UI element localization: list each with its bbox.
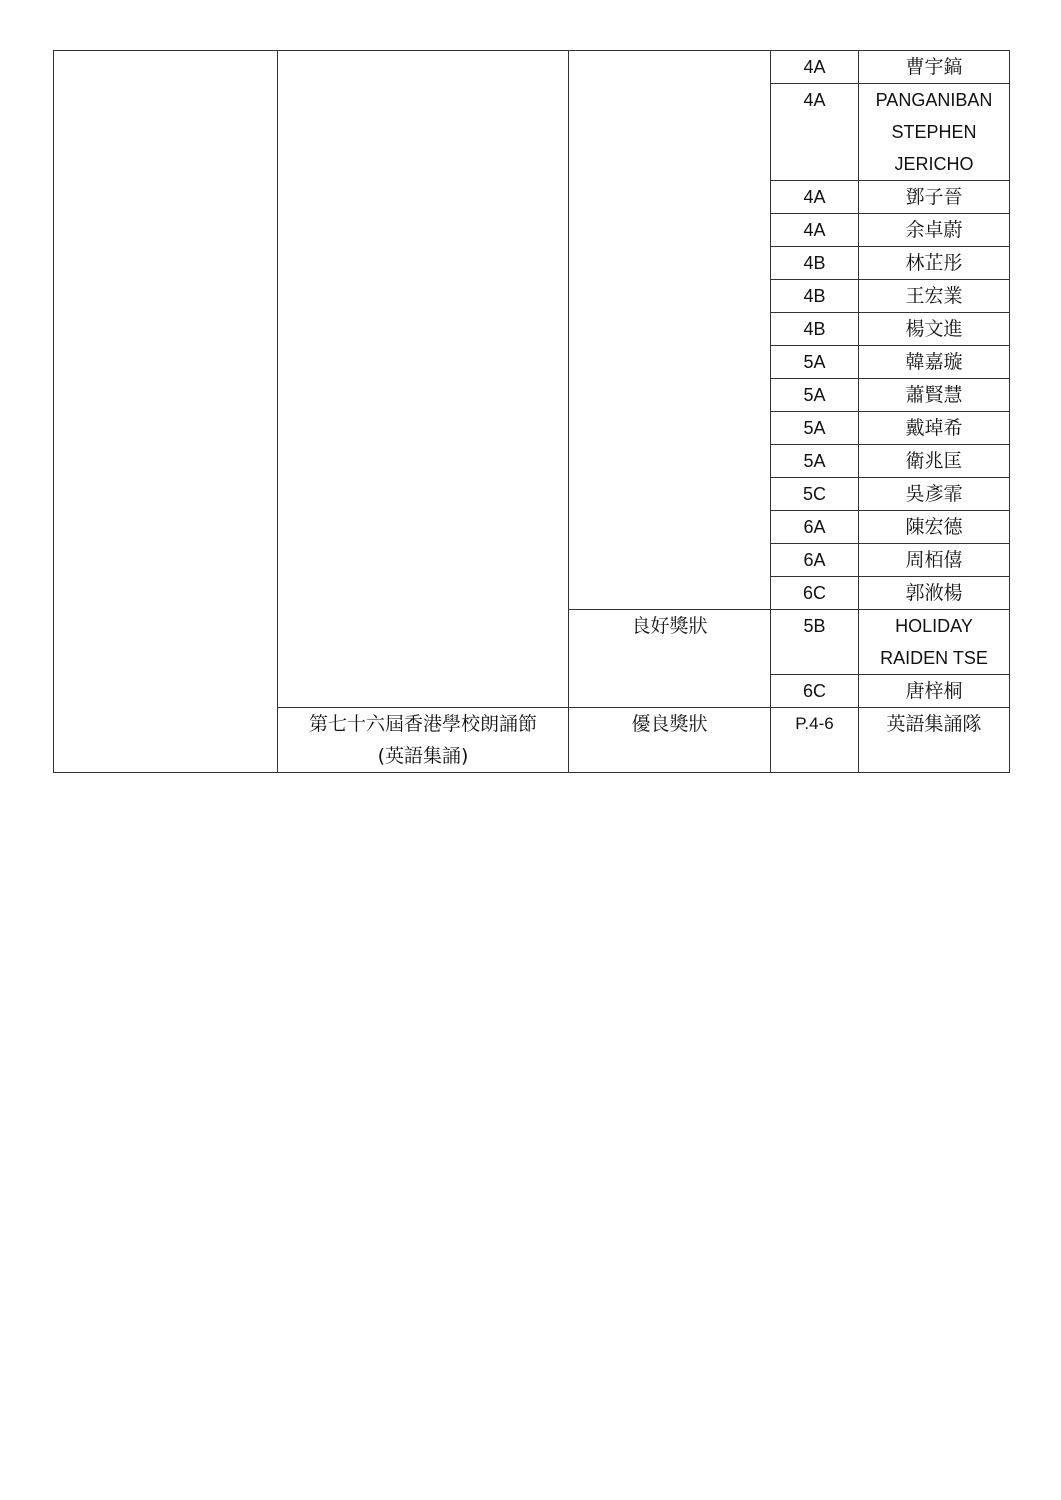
name-cell bbox=[859, 313, 1010, 346]
class-cell: 6A bbox=[771, 511, 859, 544]
class-cell: 5A bbox=[771, 379, 859, 412]
name-cell bbox=[859, 478, 1010, 511]
class-cell: 5A bbox=[771, 412, 859, 445]
class-cell: 4B bbox=[771, 247, 859, 280]
name-cell bbox=[859, 379, 1010, 412]
award-cell: 優良獎狀 bbox=[569, 708, 771, 773]
award-cell bbox=[569, 51, 771, 610]
name-line: 衛兆匡 bbox=[905, 450, 963, 472]
name-line: 周栢僖 bbox=[905, 549, 963, 571]
class-cell: 5A bbox=[771, 445, 859, 478]
class-cell: 5A bbox=[771, 346, 859, 379]
name-cell bbox=[859, 675, 1010, 708]
name-cell bbox=[859, 577, 1010, 610]
name-cell bbox=[859, 511, 1010, 544]
awards-table-body bbox=[54, 51, 1010, 773]
event-cell bbox=[278, 51, 569, 708]
class-cell: 4A bbox=[771, 214, 859, 247]
name-line: HOLIDAY bbox=[895, 616, 973, 636]
name-line: 林芷彤 bbox=[905, 252, 963, 274]
name-line: 陳宏德 bbox=[905, 516, 963, 538]
name-line: 蕭賢慧 bbox=[905, 384, 963, 406]
name-cell bbox=[859, 51, 1010, 84]
name-line: STEPHEN bbox=[891, 122, 977, 142]
class-cell: 5C bbox=[771, 478, 859, 511]
name-line: 戴琸希 bbox=[905, 417, 963, 439]
name-cell bbox=[859, 346, 1010, 379]
class-cell: 5B bbox=[771, 610, 859, 675]
table-row bbox=[54, 51, 1010, 84]
name-line: 韓嘉璇 bbox=[905, 351, 963, 373]
name-cell bbox=[859, 84, 1010, 181]
class-cell: P.4-6 bbox=[771, 708, 859, 773]
awards-table bbox=[53, 50, 1010, 773]
event-line: 第七十六屆香港學校朗誦節 bbox=[308, 713, 537, 735]
category-cell bbox=[54, 51, 278, 773]
name-cell bbox=[859, 181, 1010, 214]
name-line: 鄧子晉 bbox=[905, 186, 963, 208]
name-line: 王宏業 bbox=[905, 285, 963, 307]
class-cell: 6C bbox=[771, 577, 859, 610]
name-cell bbox=[859, 247, 1010, 280]
event-cell bbox=[278, 708, 569, 773]
name-cell bbox=[859, 445, 1010, 478]
name-cell: 英語集誦隊 bbox=[859, 708, 1010, 773]
name-cell bbox=[859, 544, 1010, 577]
class-cell: 4A bbox=[771, 181, 859, 214]
name-line: 唐梓桐 bbox=[905, 680, 963, 702]
name-line: 郭浟楊 bbox=[905, 582, 963, 604]
class-cell: 6C bbox=[771, 675, 859, 708]
name-line: 曹宇鎬 bbox=[905, 56, 963, 78]
class-cell: 4B bbox=[771, 313, 859, 346]
name-cell bbox=[859, 412, 1010, 445]
name-line: 楊文進 bbox=[905, 318, 963, 340]
name-line: 余卓蔚 bbox=[905, 219, 963, 241]
class-cell: 6A bbox=[771, 544, 859, 577]
class-cell: 4A bbox=[771, 51, 859, 84]
name-line: 吳彥霏 bbox=[905, 483, 963, 505]
good-award-cell: 良好獎狀 bbox=[569, 610, 771, 708]
name-line: RAIDEN TSE bbox=[880, 648, 988, 668]
name-cell bbox=[859, 280, 1010, 313]
class-cell: 4A bbox=[771, 84, 859, 181]
name-cell bbox=[859, 610, 1010, 675]
name-line: JERICHO bbox=[894, 154, 974, 174]
event-line: (英語集誦) bbox=[377, 745, 469, 767]
name-cell bbox=[859, 214, 1010, 247]
name-line: PANGANIBAN bbox=[875, 90, 993, 110]
class-cell: 4B bbox=[771, 280, 859, 313]
